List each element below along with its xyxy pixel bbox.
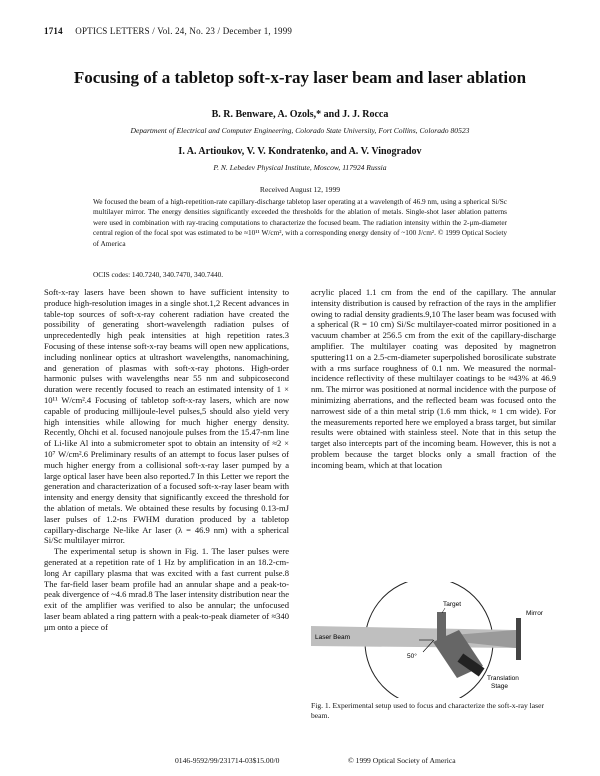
body-column-right (311, 287, 556, 471)
paper-title: Focusing of a tabletop soft-x-ray laser beam and laser ablation (73, 68, 527, 87)
abstract: We focused the beam of a high-repetition-rate capillary-discharge tabletop laser operating at a wavelength of 46.9 nm, using a spherical Si/Sc multilayer mirror. The energy densities significantly exceeded the thresholds for the ablation of metals. Single-shot laser ablation patterns were used in combination with ray-tracing computations to characterize the focused beam. The radiation intensity within the 2-μm-diameter central region of the focal spot was estimated to be ≈10¹¹ W/cm², with a corresponding energy density of ~100 J/cm². © 1999 Optical Society of America (93, 197, 507, 248)
angle-label: 50° (407, 653, 417, 660)
affiliation-1: Department of Electrical and Computer Engineering, Colorado State University, Fort Collins, Colorado 80523 (130, 126, 470, 135)
paragraph: acrylic placed 1.1 cm from the end of the capillary. The annular intensity distribution is caused by refraction of the rays in the amplifier owing to radial density gradients.9,10 The laser beam was focused with a spherical (R = 10 cm) Si/Sc multilayer-coated mirror positioned in a vacuum chamber at 256.5 cm from the exit of the capillary-discharge amplifier. The multilayer coating was deposited by magnetron sputtering11 on a 2.5-cm-diameter superpolished borosilicate substrate with a rms surface roughness of 0.1 nm. We measured the normal-incidence reflectivity of these multilayer coatings to be ≈43% at 46.9 nm. The mirror was positioned at normal incidence with the purpose of minimizing aberrations, and the reflected beam was focused onto the narrowest side of a thin metal strip (1.6 mm thick, ≈ 1 cm wide). For the measurements reported here we employed a brass target, but similar results were obtained with stainless steel. Note that in this setup the target also intercepts part of the incoming beam. However, this is not a problem because the target blocks only a small fraction of the incoming beam, which at that location (311, 287, 557, 470)
paragraph: The experimental setup is shown in Fig. 1. The laser pulses were generated at a repetition rate of 1 Hz by amplification in an 18.2-cm-long Ar capillary plasma that was excited with a fast current pulse.8 The far-field laser beam profile had an annular shape and a peak-to-peak divergence of ~4.6 mrad.8 The laser intensity distribution near the exit of the amplifier was verified to also be annular; the unfocused laser beam ablated a ring pattern with a peak-to-peak diameter of ≈340 μm onto a piece of (44, 546, 289, 632)
author-list-1: B. R. Benware, A. Ozols,* and J. J. Rocca (211, 109, 389, 120)
journal-citation: OPTICS LETTERS / Vol. 24, No. 23 / December 1, 1999 (75, 26, 293, 36)
affiliation-2: P. N. Lebedev Physical Institute, Moscow, 117924 Russia (213, 163, 387, 172)
mirror-label: Mirror (526, 610, 543, 617)
target-label: Target (443, 601, 462, 608)
running-header (44, 26, 292, 36)
figure-caption: Fig. 1. Experimental setup used to focus and characterize the soft-x-ray laser beam. (311, 701, 544, 720)
laser-beam-label: Laser Beam (315, 634, 351, 641)
received-date: Received August 12, 1999 (259, 185, 341, 194)
body-column-left (44, 287, 289, 633)
page-number: 1714 (44, 26, 63, 36)
stage-label-1: Translation (487, 675, 519, 682)
mirror-shape (516, 618, 521, 660)
footer-copyright: © 1999 Optical Society of America (348, 756, 456, 765)
figure-1 (311, 582, 556, 698)
author-list-2: I. A. Artioukov, V. V. Kondratenko, and A. V. Vinogradov (178, 146, 422, 157)
setup-diagram (311, 582, 556, 698)
footer-code: 0146-9592/99/231714-03$15.00/0 (175, 756, 280, 765)
ocis-codes: OCIS codes: 140.7240, 340.7470, 340.7440. (93, 270, 224, 279)
paragraph: Soft-x-ray lasers have been shown to have sufficient intensity to produce high-resolution images in a single shot.1,2 Recent advances in table-top sources of soft-x-ray coherent radiation have created the possibility of generating short-wavelength radiation pulses of unprecedentedly high peak intensities at high repetition rates.3 Focusing of these intense soft-x-ray beams will open new applications, including nonlinear optics at ultrashort wavelengths, nanomachining, and generation of plasmas with soft-x-ray photons. High-order harmonic pulses with wavelengths near 55 nm and subpicosecond duration were recently focused to reach an estimated intensity of 1 × 10¹¹ W/cm².4 Focusing of tabletop soft-x-ray lasers, which are now capable of producing millijoule-level pulses,5 should also yield very high intensities while allowing for much higher energy density. Recently, Ohchi et al. focused nanojoule pulses from the 15.47-nm line of Li-like Al into a submicrometer spot to obtain an intensity of ≈2 × 10⁷ W/cm².6 Preliminary results of an attempt to focus laser pulses of much higher energy from a collisional soft-x-ray laser pumped by a large optical laser have been also reported.7 In this Letter we report the generation and characterization of a focused soft-x-ray laser beam with intensity and energy density that significantly exceed the threshold for the ablation of metals. We obtained these results by focusing 0.13-mJ laser pulses of 1.2-ns FWHM duration produced by a tabletop capillary-discharge Ne-like Ar laser (λ = 46.9 nm) with a spherical Si/Sc multilayer mirror. (44, 287, 289, 546)
stage-label-2: Stage (491, 683, 508, 690)
